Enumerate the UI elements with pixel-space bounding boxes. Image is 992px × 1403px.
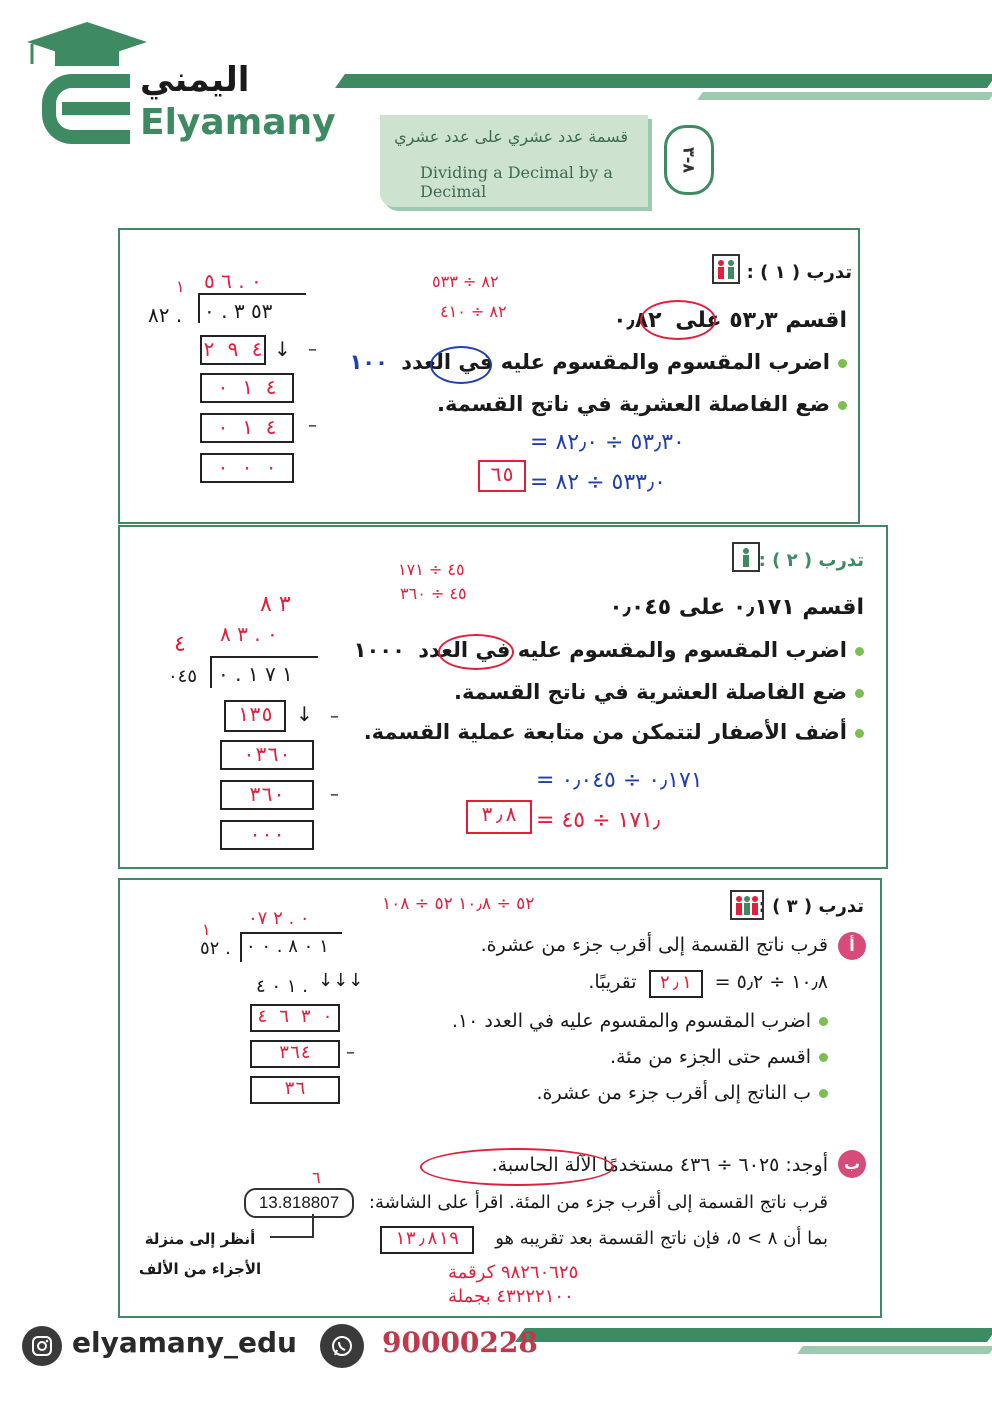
lesson-title-arabic: قسمة عدد عشري على عدد عشري — [394, 127, 628, 146]
practice3-long-division — [196, 900, 366, 1110]
practice2-eq2: ١٧١٫ ÷ ٤٥ = — [536, 808, 661, 833]
ld1-quotient: ٠ . ٦ ٥ — [204, 269, 262, 293]
part-a-equation: ١٠٫٨ ÷ ٥٫٢ = ٢٫١ تقريبًا. — [588, 970, 828, 998]
footer-stripe — [515, 1328, 992, 1342]
bullet-icon — [819, 1089, 828, 1098]
practice1-step2: ضع الفاصلة العشرية في ناتج القسمة. — [437, 392, 847, 416]
practice1-divisor-circle — [640, 300, 716, 340]
ld1-step-c: ٤ ١ ٠ — [200, 413, 294, 443]
ld2-step-c: ٣٦٠ — [220, 780, 314, 810]
calculator-mark: ٦ — [312, 1168, 321, 1187]
thousandths-note: أنظر إلى منزلة الأجزاء من الألف — [138, 1230, 262, 1278]
ld1-arrow: ↓ — [274, 337, 291, 361]
header-stripe — [335, 74, 992, 88]
instagram-handle[interactable]: elyamany_edu — [72, 1326, 297, 1359]
practice2-eq1: ٠٫١٧١ ÷ ٠٫٠٤٥ = — [536, 768, 703, 793]
ld2-arrow: ↓ — [296, 702, 313, 726]
ld2-dividend: ١ ٧ ١ . ٠ — [218, 662, 293, 686]
practice1-eq2: ٥٣٣٫٠ ÷ ٨٢ = — [530, 470, 666, 495]
ld3-divisor: ٥٢ . — [200, 938, 231, 959]
lesson-banner — [380, 115, 648, 207]
group-icon — [730, 890, 764, 920]
ld3-arrows: ↓↓↓ — [318, 970, 364, 991]
ld2-step-a: ١٣٥ — [224, 700, 286, 732]
part-a-text: قرب ناتج القسمة إلى أقرب جزء من عشرة. — [480, 934, 828, 956]
graduation-cap-icon — [22, 22, 152, 72]
ld2-step-d: ٠٠٠ — [220, 820, 314, 850]
note-pointer-up — [312, 1214, 314, 1238]
bullet-icon — [838, 401, 847, 410]
bullet-icon — [838, 359, 847, 368]
bullet-icon — [819, 1017, 828, 1026]
instagram-icon — [31, 1335, 53, 1357]
part-b-line2: قرب ناتج القسمة إلى أقرب جزء من المئة. اقرأ على الشاشة: — [368, 1192, 828, 1213]
practice3-title: تدرب ( ٣ ) : — [758, 896, 864, 917]
ld2-quotient: ٠ . ٣ ٨ — [220, 622, 278, 646]
practice1-step1-circle — [430, 346, 492, 384]
group-icon — [712, 254, 740, 284]
practice1-step1: اضرب المقسوم والمقسوم عليه في العدد ١٠٠ — [343, 350, 847, 374]
practice1-task: اقسم ٥٣٫٣ على ٠٫٨٢ — [613, 308, 847, 333]
ld3-step-c: ٣٦٤ — [250, 1040, 340, 1068]
calculator-screen — [244, 1188, 354, 1218]
ld1-step-b: ٤ ١ ٠ — [200, 373, 294, 403]
lesson-number-badge — [664, 125, 714, 195]
whatsapp-badge[interactable] — [320, 1324, 364, 1368]
ld3-dividend: ١ ٠ ٨ . ٠ ٠ — [246, 936, 329, 957]
practice2-margin-note1: ٤٥ ÷ ١٧١ — [398, 560, 465, 579]
bullet-icon — [855, 689, 864, 698]
part-b-calculator-circle — [420, 1148, 614, 1186]
part-b-line3: بما أن ٨ > ٥، فإن ناتج القسمة بعد تقريبه هو — [495, 1228, 828, 1249]
whatsapp-icon — [330, 1334, 354, 1358]
part-a-answer: ٢٫١ — [649, 970, 703, 998]
practice2-long-division — [160, 590, 350, 850]
bullet-icon — [819, 1053, 828, 1062]
part-a-step3: ب الناتج إلى أقرب جزء من عشرة. — [537, 1082, 828, 1104]
part-b-answer: ١٣٫٨١٩ — [380, 1226, 474, 1254]
ld3-carry: ١ — [202, 920, 211, 939]
logo-arabic: اليمني — [140, 60, 250, 100]
ld1-step-a: ٤ ٩ ٢ — [200, 335, 266, 365]
ld1-step-d: ٠ ٠ ٠ — [200, 453, 294, 483]
ld3-quotient: ٠ . ٢ ٠٧ — [248, 908, 310, 929]
individual-icon — [732, 542, 760, 572]
part-a-badge: أ — [838, 932, 866, 960]
ld3-step-d: ٣٦ — [250, 1076, 340, 1104]
ld2-divisor: ٠٤٥ — [168, 666, 198, 687]
practice1-margin-note1: ٨٢ ÷ ٥٣٣ — [432, 272, 499, 291]
practice1-long-division — [140, 255, 320, 495]
practice2-answer: ٣٫٨ — [466, 800, 532, 834]
note-pointer-line — [270, 1236, 314, 1238]
ld1-dividend: ٥٣ ٣ . ٠ — [204, 299, 273, 323]
handwritten-line2: ٤٣٢٢٢١٠٠ بجملة — [448, 1286, 574, 1307]
phone-number[interactable]: 90000228 — [382, 1326, 538, 1359]
instagram-badge[interactable] — [22, 1326, 62, 1366]
ld2-minus-a: – — [330, 706, 339, 727]
part-b-text: أوجد: ٦٠٢٥ ÷ ٤٣٦ مستخدمًا الآلة الحاسبة. — [491, 1154, 828, 1176]
practice2-title: تدرب ( ٢ ) : — [758, 550, 864, 571]
logo — [22, 22, 336, 143]
practice1-eq1: ٥٣٫٣٠ ÷ ٨٢٫٠ = — [530, 430, 685, 455]
calculator-value: 13.818807 — [258, 1193, 340, 1212]
lesson-title-english: Dividing a Decimal by a Decimal — [420, 163, 613, 201]
part-b-badge: ب — [838, 1150, 866, 1178]
practice1-margin-note2: ٨٢ ÷ ٤١٠ — [440, 302, 507, 321]
practice2-task: اقسم ٠٫١٧١ على ٠٫٠٤٥ — [609, 595, 864, 620]
practice1-title: تدرب ( ١ ) : — [746, 262, 852, 283]
handwritten-line1: ٩٨٢٦٠٦٢٥ كرقمة — [448, 1262, 579, 1283]
ld2-top: ٣ ٨ — [260, 592, 291, 617]
ld1-divisor: ٨٢ . — [148, 303, 183, 327]
practice2-step3: أضف الأصفار لتتمكن من متابعة عملية القسمة. — [364, 720, 864, 744]
practice2-step1-circle — [438, 634, 514, 670]
ld3-step-b: ٠ ٣ ٦ ٤ — [250, 1004, 340, 1032]
footer-stripe-light — [797, 1346, 992, 1354]
practice2-step2: ضع الفاصلة العشرية في ناتج القسمة. — [454, 680, 864, 704]
ld2-side: ٤ — [174, 632, 186, 657]
part-a-step1: اضرب المقسوم والمقسوم عليه في العدد ١٠. — [452, 1010, 828, 1032]
practice3-margin-note: ٥٢ ÷ ١٠٫٨ ٥٢ ÷ ١٠٨ — [382, 894, 535, 914]
ld1-minus-c: – — [308, 415, 317, 436]
ld3-minus: – — [346, 1042, 355, 1063]
part-a-step2: اقسم حتى الجزء من مئة. — [610, 1046, 828, 1068]
bullet-icon — [855, 647, 864, 656]
practice2-margin-note2: ٤٥ ÷ ٣٦٠ — [400, 584, 467, 603]
lesson-number: ٨-٣ — [679, 146, 699, 174]
ld2-step-b: ٠٣٦٠ — [220, 740, 314, 770]
logo-english: Elyamany — [140, 102, 336, 143]
ld1-carry: ١ — [176, 277, 185, 296]
practice1-answer: ٦٥ — [478, 460, 526, 492]
ld3-step-a: ١ ٠ ٤ . — [256, 976, 308, 997]
logo-e-bar — [62, 102, 130, 115]
bullet-icon — [855, 729, 864, 738]
header-stripe-light — [697, 92, 992, 100]
ld1-minus-a: – — [308, 339, 317, 360]
practice2-step1: اضرب المقسوم والمقسوم عليه في العدد ١٠٠٠ — [348, 638, 864, 662]
ld2-minus-c: – — [330, 784, 339, 805]
